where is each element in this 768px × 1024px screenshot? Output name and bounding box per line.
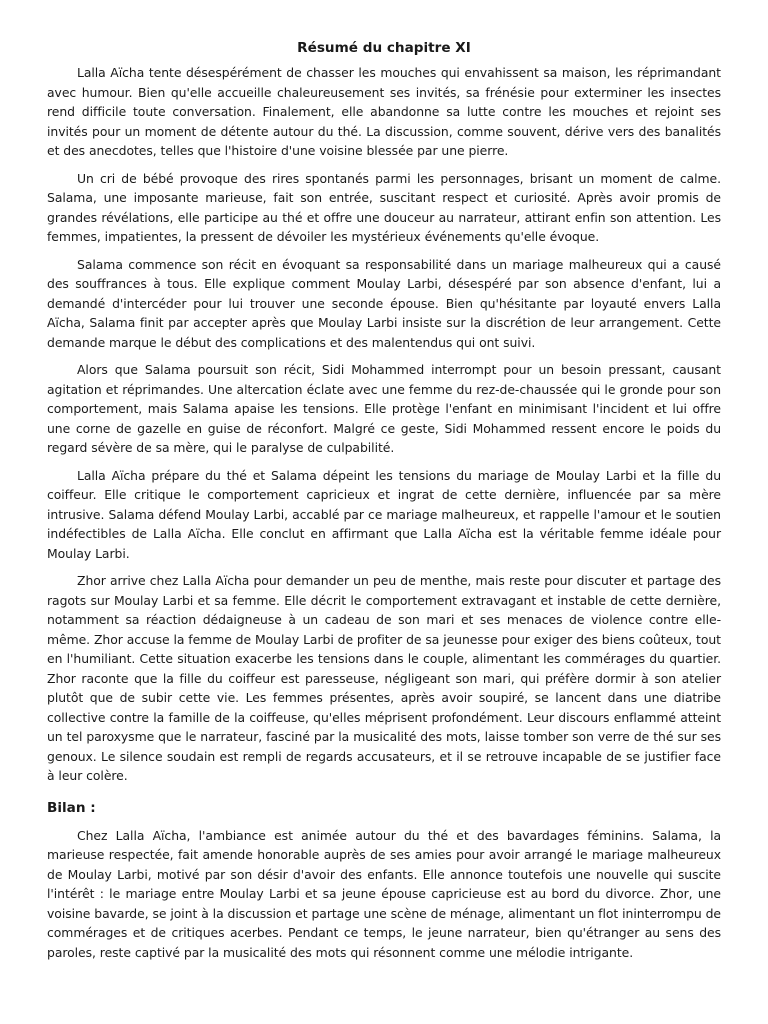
summary-paragraph-4: Alors que Salama poursuit son récit, Sidi Mohammed interrompt pour un besoin pressant, causant agitation et réprimandes. Une altercation éclate avec une femme du rez-de-chaussée qui le gronde pour son comportement, mais Salama apaise les tensions. Elle protège l'enfant en minimisant l'incident et lui offre une corne de gazelle en guise de réconfort. Malgré ce geste, Sidi Mohammed ressent encore le poids du regard sévère de sa mère, qui le paralyse de culpabilité. [47, 362, 721, 455]
summary-paragraph-1: Lalla Aïcha tente désespérément de chasser les mouches qui envahissent sa maison, les réprimandant avec humour. Bien qu'elle accueille chaleureusement ses invités, sa frénésie pour exterminer les insectes rend difficile toute conversation. Finalement, elle abandonne sa lutte contre les mouches et rejoint ses invités pour un moment de détente autour du thé. La discussion, comme souvent, dérive vers des banalités et des anecdotes, telles que l'histoire d'une voisine blessée par une pierre. [47, 65, 721, 158]
summary-paragraph-6: Zhor arrive chez Lalla Aïcha pour demander un peu de menthe, mais reste pour discuter et partage des ragots sur Moulay Larbi et sa femme. Elle décrit le comportement extravagant et instable de cette dernière, notamment sa réaction dédaigneuse à un cadeau de son mari et ses menaces de violence contre elle-même. Zhor accuse la femme de Moulay Larbi de profiter de sa jeunesse pour exiger des biens coûteux, tout en l'humiliant. Cette situation exacerbe les tensions dans le couple, alimentant les commérages du quartier. Zhor raconte que la fille du coiffeur est paresseuse, négligeant son mari, qui préfère dormir à son atelier plutôt que de subir cette vie. Les femmes présentes, après avoir soupiré, se lancent dans une diatribe collective contre la famille de la coiffeuse, qu'elles méprisent profondément. Leur discours enflammé atteint un tel paroxysme que le narrateur, fasciné par la musicalité des mots, laisse tomber son verre de thé sur ses genoux. Le silence soudain est rempli de regards accusateurs, et il se retrouve incapable de se justifier face à leur colère. [47, 573, 721, 783]
summary-paragraph-5: Lalla Aïcha prépare du thé et Salama dépeint les tensions du mariage de Moulay Larbi et la fille du coiffeur. Elle critique le comportement capricieux et ingrat de cette dernière, influencée par sa mère intrusive. Salama défend Moulay Larbi, accablé par ce mariage malheureux, et rappelle l'amour et le soutien indéfectibles de Lalla Aïcha. Elle conclut en affirmant que Lalla Aïcha est la véritable femme idéale pour Moulay Larbi. [47, 467, 721, 561]
bilan-paragraph: Chez Lalla Aïcha, l'ambiance est animée autour du thé et des bavardages féminins. Salama, la marieuse respectée, fait amende honorable auprès de ses amies pour avoir arrangé le mariage malheureux de Moulay Larbi, motivé par son désir d'avoir des enfants. Elle annonce toutefois une nouvelle qui suscite l'intérêt : le mariage entre Moulay Larbi et sa jeune épouse capricieuse est au bord du divorce. Zhor, une voisine bavarde, se joint à la discussion et partage une scène de ménage, alimentant un flot ininterrompu de commérages et de critiques acerbes. Pendant ce temps, le jeune narrateur, bien qu'étranger au sens des paroles, reste captivé par la musicalité des mots qui résonnent comme une mélodie intrigante. [47, 827, 721, 960]
summary-paragraph-3: Salama commence son récit en évoquant sa responsabilité dans un mariage malheureux qui a causé des souffrances à tous. Elle explique comment Moulay Larbi, désespéré par son absence d'enfant, lui a demandé d'intercéder pour lui trouver une seconde épouse. Bien qu'hésitante par loyauté envers Lalla Aïcha, Salama finit par accepter après que Moulay Larbi insiste sur la discrétion de leur arrangement. Cette demande marque le début des complications et des malentendus qui ont suivi. [47, 256, 721, 350]
chapter-summary-title: Résumé du chapitre XI [297, 40, 471, 56]
document-page [47, 38, 721, 970]
summary-paragraph-2: Un cri de bébé provoque des rires spontanés parmi les personnages, brisant un moment de calme. Salama, une imposante marieuse, fait son entrée, suscitant respect et curiosité. Après avoir promis de grandes révélations, elle participe au thé et offre une douceur au narrateur, attirant enfin son attention. Les femmes, impatientes, la pressent de dévoiler les mystérieux événements qu'elle évoque. [47, 170, 721, 244]
bilan-heading: Bilan : [47, 799, 96, 816]
